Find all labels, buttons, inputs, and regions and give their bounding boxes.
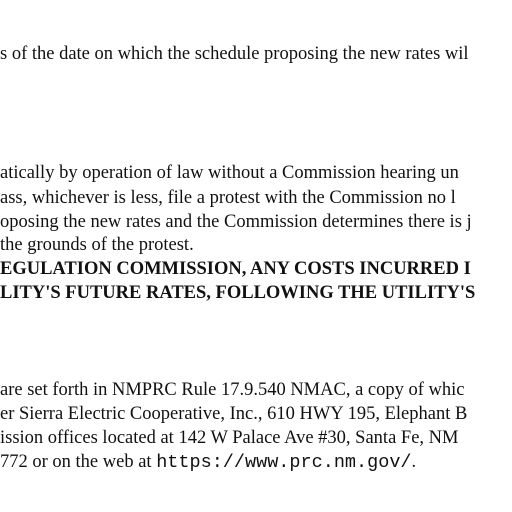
- paragraph-2-line-1: atically by operation of law without a Commission hearing un: [0, 163, 459, 183]
- paragraph-1-line-1: s of the date on which the schedule proposing the new rates wil: [0, 44, 469, 64]
- paragraph-2-line-2: ass, whichever is less, file a protest with the Commission no l: [0, 188, 456, 208]
- paragraph-2-line-4: the grounds of the protest.: [0, 235, 194, 255]
- paragraph-3-line-4-text: 772 or on the web at: [0, 452, 157, 472]
- paragraph-3-line-4-period: .: [411, 452, 417, 472]
- prc-website-link[interactable]: https://www.prc.nm.gov/: [156, 452, 412, 473]
- paragraph-3-line-1: are set forth in NMPRC Rule 17.9.540 NMAC, a copy of whic: [0, 380, 465, 400]
- paragraph-3-line-2: er Sierra Electric Cooperative, Inc., 610 HWY 195, Elephant B: [0, 404, 468, 424]
- paragraph-3-line-4: [0, 450, 416, 475]
- notice-line-2: LITY'S FUTURE RATES, FOLLOWING THE UTILITY'S: [0, 283, 476, 303]
- paragraph-3-line-3: ission offices located at 142 W Palace Ave #30, Santa Fe, NM: [0, 428, 459, 448]
- paragraph-2-line-3: oposing the new rates and the Commission determines there is j: [0, 212, 472, 232]
- notice-line-1: EGULATION COMMISSION, ANY COSTS INCURRED I: [0, 259, 471, 279]
